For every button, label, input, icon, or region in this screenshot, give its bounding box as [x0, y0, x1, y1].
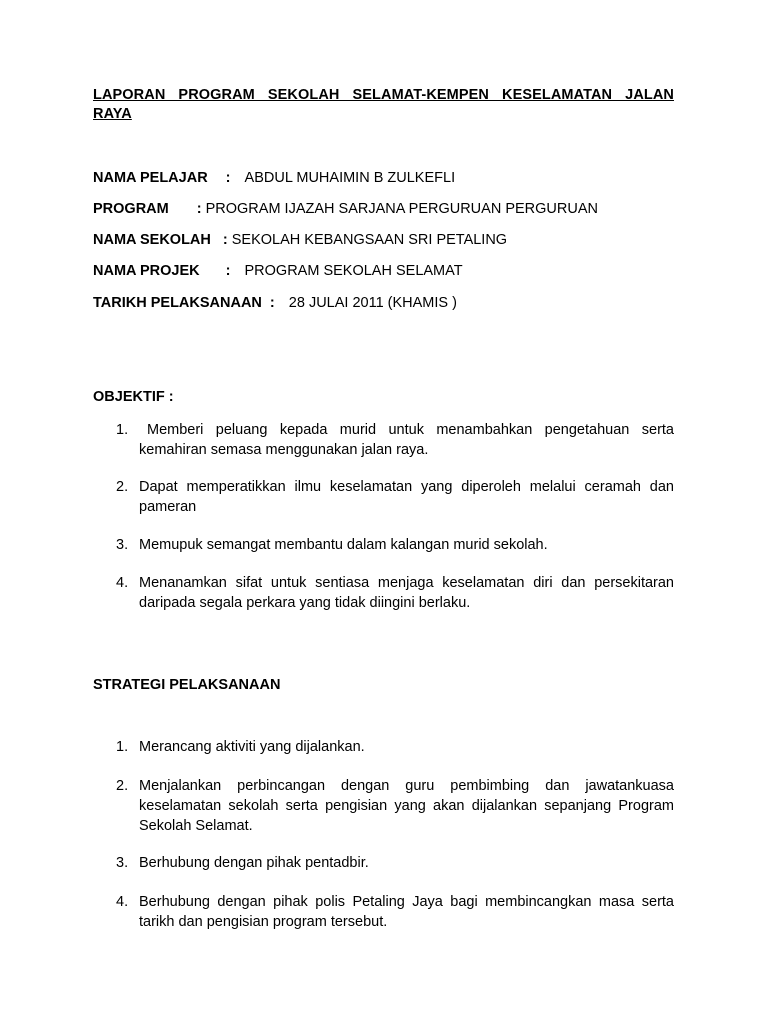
info-row-nama-pelajar — [93, 168, 455, 188]
list-text: Berhubung dengan pihak pentadbir. — [139, 855, 369, 871]
report-title-line1: LAPORAN PROGRAM SEKOLAH SELAMAT-KEMPEN KESELAMATAN JALAN — [93, 87, 674, 103]
info-value: 28 JULAI 2011 (KHAMIS ) — [288, 295, 457, 311]
info-separator: : — [196, 201, 202, 217]
list-number: 3. — [116, 537, 129, 553]
list-number: 1. — [116, 422, 129, 438]
info-row-nama-sekolah — [93, 230, 507, 250]
list-text: Memupuk semangat membantu dalam kalangan murid sekolah. — [139, 537, 548, 553]
strategi-item — [116, 776, 674, 836]
info-separator: : — [222, 232, 228, 248]
report-title — [93, 86, 674, 124]
info-label: NAMA PELAJAR — [93, 170, 208, 186]
strategi-item — [116, 737, 674, 757]
report-title-line2: RAYA — [93, 106, 132, 122]
info-row-tarikh-pelaksanaan — [93, 293, 457, 313]
list-number: 2. — [116, 479, 129, 495]
info-row-program — [93, 199, 598, 219]
info-label: NAMA SEKOLAH — [93, 232, 211, 248]
list-number: 4. — [116, 894, 129, 910]
info-value: ABDUL MUHAIMIN B ZULKEFLI — [244, 170, 456, 186]
list-text: Merancang aktiviti yang dijalankan. — [139, 739, 365, 755]
info-label: PROGRAM — [93, 201, 169, 217]
strategi-item — [116, 892, 674, 932]
info-row-nama-projek — [93, 261, 463, 281]
strategi-item — [116, 853, 674, 873]
info-value: SEKOLAH KEBANGSAAN SRI PETALING — [231, 232, 508, 248]
list-number: 4. — [116, 575, 129, 591]
info-value: PROGRAM IJAZAH SARJANA PERGURUAN PERGURUAN — [205, 201, 598, 217]
strategi-heading: STRATEGI PELAKSANAAN — [93, 677, 281, 693]
list-number: 2. — [116, 778, 129, 794]
list-text: Menjalankan perbincangan dengan guru pembimbing dan jawatankuasa keselamatan sekolah serta pengisian yang akan dijalankan sepanjang Program Sekolah Selamat. — [139, 778, 674, 834]
list-number: 3. — [116, 855, 129, 871]
objektif-item — [116, 535, 674, 555]
objektif-item — [116, 477, 674, 517]
objektif-item — [116, 420, 674, 460]
info-value: PROGRAM SEKOLAH SELAMAT — [244, 263, 463, 279]
info-label: TARIKH PELAKSANAAN — [93, 295, 262, 311]
info-separator: : — [225, 170, 231, 186]
info-separator: : — [269, 295, 275, 311]
list-text: Menanamkan sifat untuk sentiasa menjaga keselamatan diri dan persekitaran daripada segala perkara yang tidak diingini berlaku. — [139, 575, 674, 611]
list-text: Berhubung dengan pihak polis Petaling Jaya bagi membincangkan masa serta tarikh dan pengisian program tersebut. — [139, 894, 674, 930]
list-text: Dapat memperatikkan ilmu keselamatan yang diperoleh melalui ceramah dan pameran — [139, 479, 674, 515]
objektif-item — [116, 573, 674, 613]
list-text: Memberi peluang kepada murid untuk menambahkan pengetahuan serta kemahiran semasa menggunakan jalan raya. — [139, 422, 674, 458]
list-number: 1. — [116, 739, 129, 755]
objektif-heading: OBJEKTIF : — [93, 389, 174, 405]
info-separator: : — [225, 263, 231, 279]
info-label: NAMA PROJEK — [93, 263, 200, 279]
